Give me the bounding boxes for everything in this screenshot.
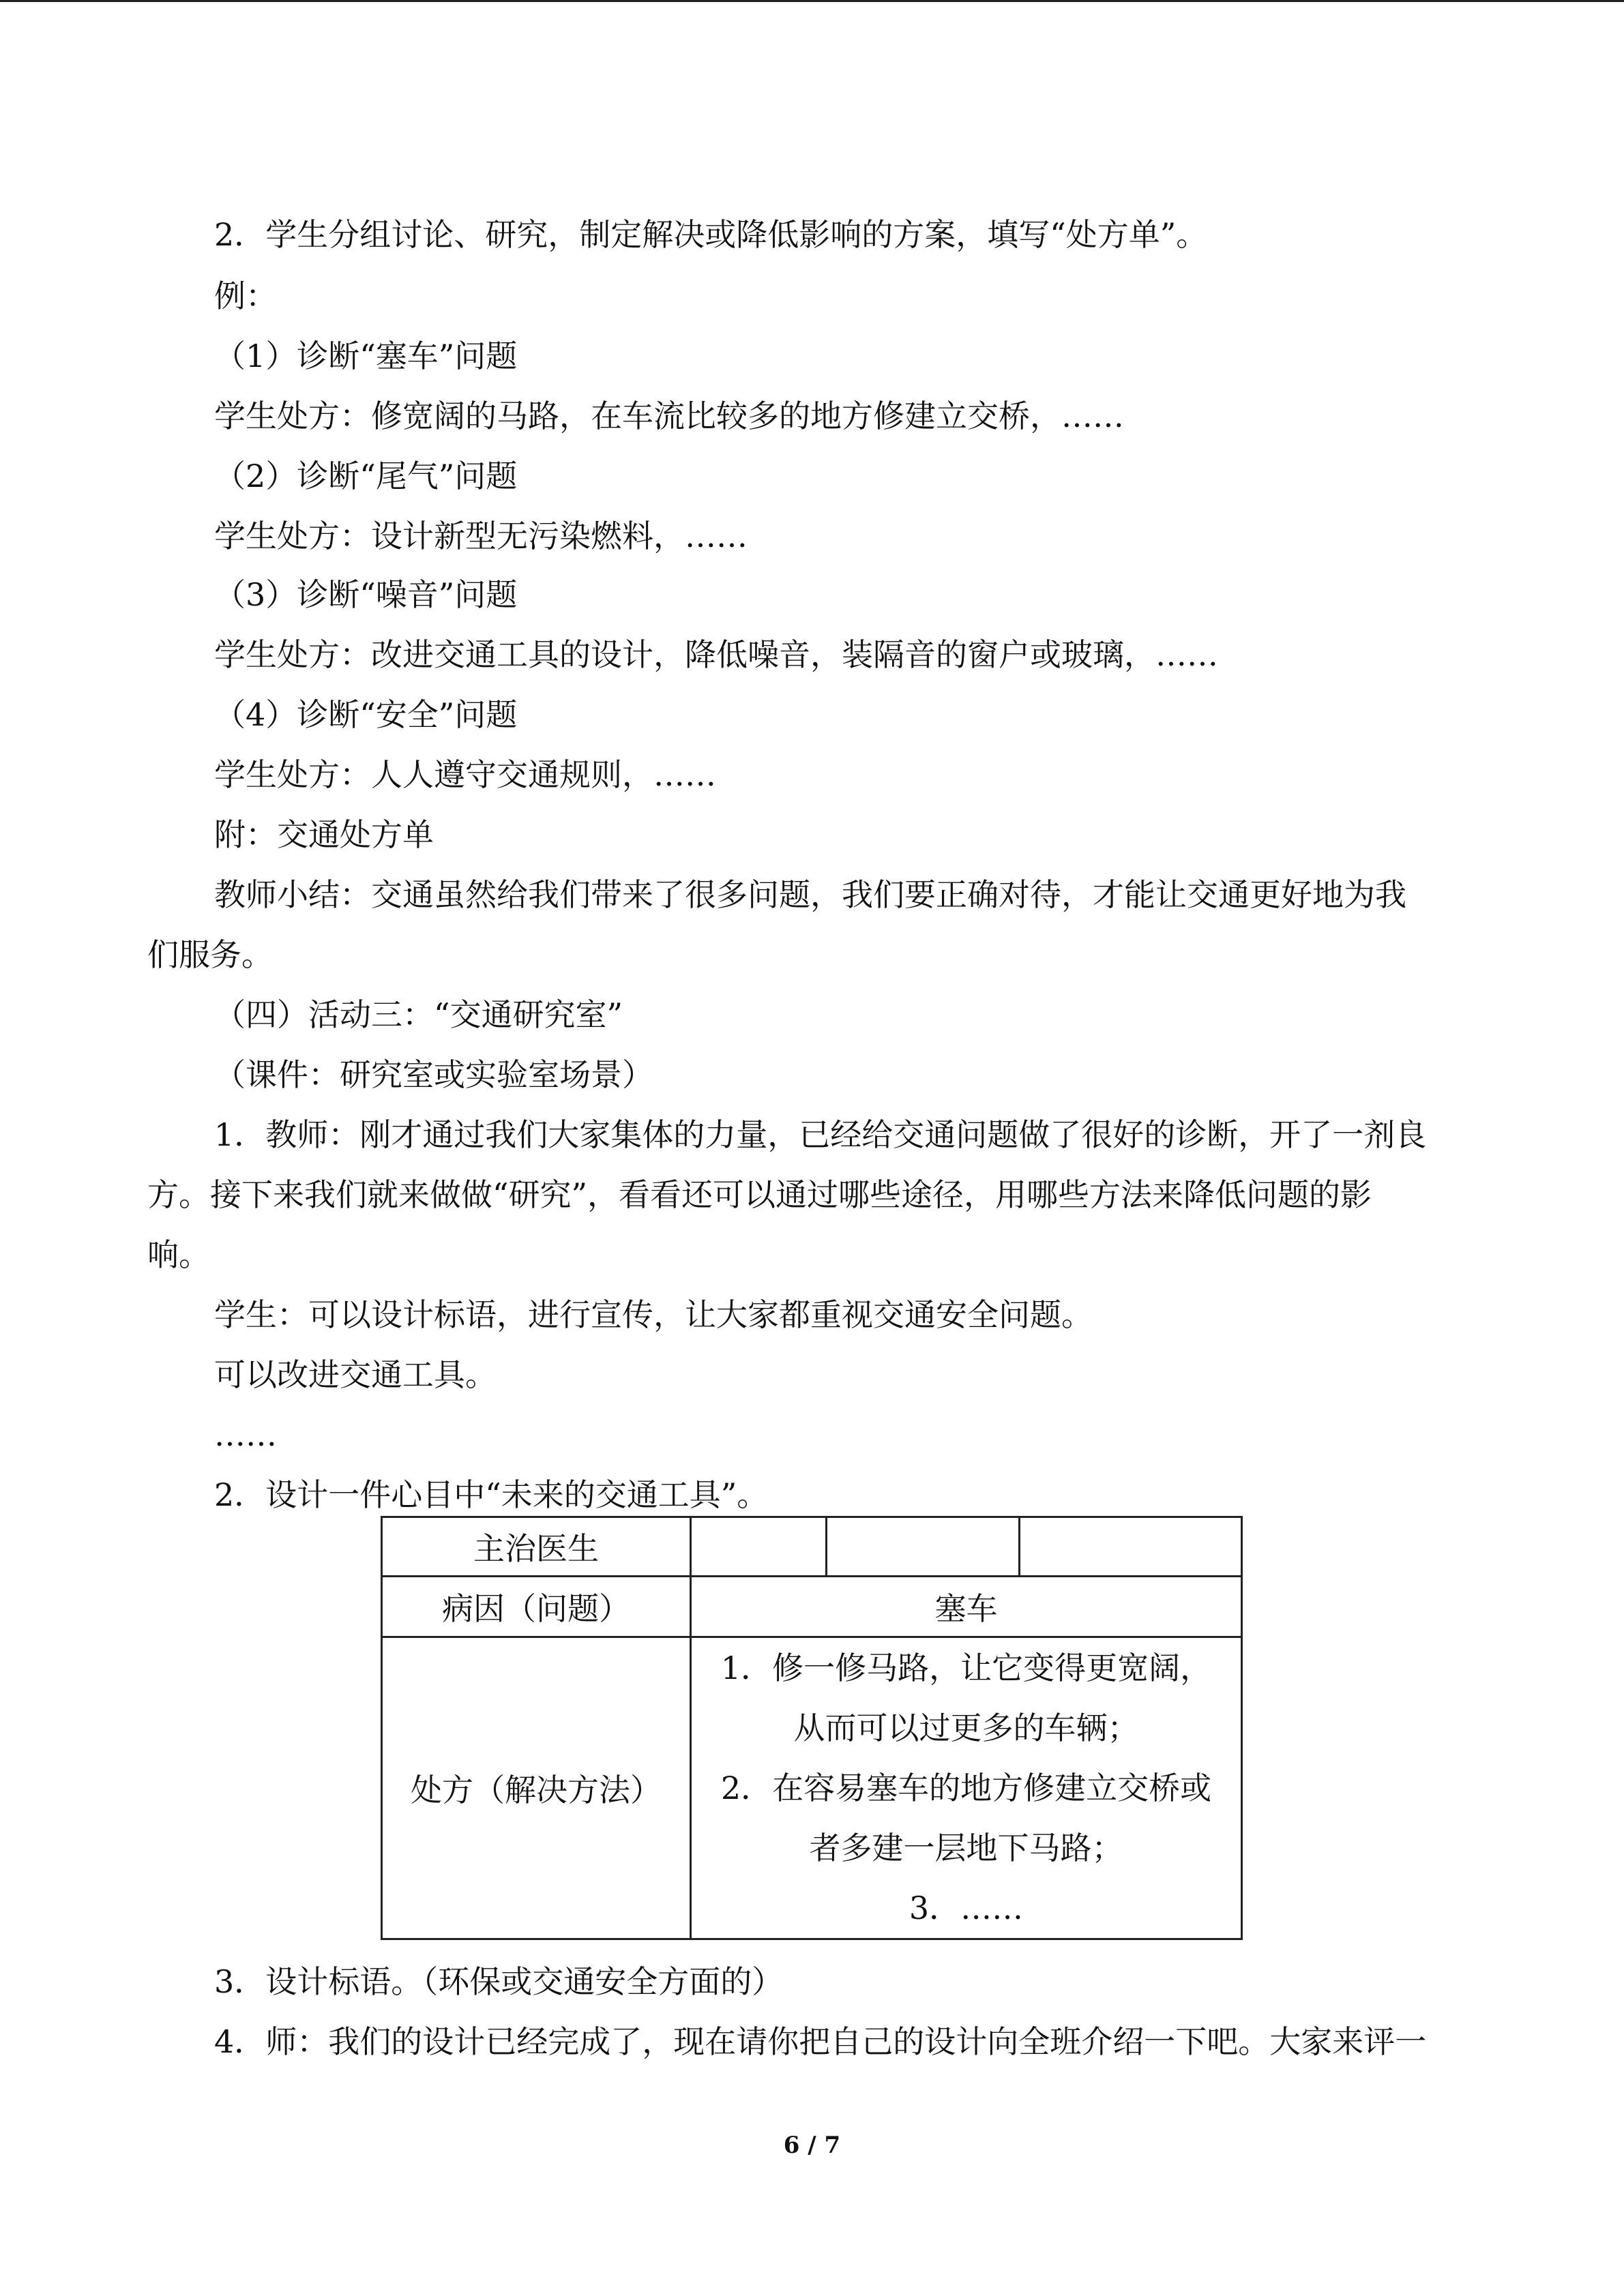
remedy-content-cell (690, 1637, 1241, 1939)
table-row (382, 1517, 1242, 1577)
remedy-line: 从而可以过更多的车辆； (793, 1710, 1139, 1746)
paragraph: 可以改进交通工具。 (214, 1356, 497, 1393)
paragraph: 3．设计标语。（环保或交通安全方面的） (214, 1963, 784, 2000)
paragraph: （4）诊断“安全”问题 (214, 696, 518, 733)
remedy-line: 2．在容易塞车的地方修建立交桥或 (720, 1770, 1212, 1806)
paragraph: （2）诊断“尾气”问题 (214, 458, 518, 494)
remedy-label-cell: 处方（解决方法） (382, 1637, 691, 1939)
doctor-label-cell: 主治医生 (382, 1517, 691, 1577)
paragraph: （1）诊断“塞车”问题 (214, 338, 518, 374)
paragraph: 学生处方：修宽阔的马路，在车流比较多的地方修建立交桥，…… (214, 398, 1124, 434)
doctor-value-cell (827, 1517, 1019, 1577)
paragraph: 学生处方：人人遵守交通规则，…… (214, 756, 716, 793)
remedy-line: 1．修一修马路，让它变得更宽阔， (720, 1650, 1212, 1686)
paragraph: 学生：可以设计标语，进行宣传，让大家都重视交通安全问题。 (214, 1296, 1093, 1333)
paragraph: （课件：研究室或实验室场景） (214, 1056, 653, 1093)
paragraph: 学生处方：改进交通工具的设计，降低噪音，装隔音的窗户或玻璃，…… (214, 636, 1218, 673)
doctor-value-cell (690, 1517, 827, 1577)
doctor-value-cell (1019, 1517, 1241, 1577)
paragraph: 2．设计一件心目中“未来的交通工具”。 (214, 1476, 769, 1513)
page-number: 6 / 7 (783, 2132, 841, 2159)
page-top-border (0, 0, 1624, 2)
paragraph: 响。 (147, 1236, 210, 1273)
remedy-line: 者多建一层地下马路； (809, 1830, 1123, 1866)
paragraph: 附：交通处方单 (214, 816, 434, 853)
paragraph: 教师小结：交通虽然给我们带来了很多问题，我们要正确对待，才能让交通更好地为我 (214, 876, 1406, 913)
paragraph: 4．师：我们的设计已经完成了，现在请你把自己的设计向全班介绍一下吧。大家来评一 (214, 2023, 1427, 2060)
paragraph: 方。接下来我们就来做做“研究”，看看还可以通过哪些途径，用哪些方法来降低问题的影 (147, 1176, 1372, 1213)
paragraph: 2．学生分组讨论、研究，制定解决或降低影响的方案，填写“处方单”。 (214, 216, 1208, 253)
paragraph: 学生处方：设计新型无污染燃料，…… (214, 518, 748, 554)
paragraph: …… (214, 1416, 277, 1453)
prescription-table (381, 1516, 1243, 1940)
cause-label-cell: 病因（问题） (382, 1577, 691, 1637)
paragraph: 1．教师：刚才通过我们大家集体的力量，已经给交通问题做了很好的诊断，开了一剂良 (214, 1116, 1427, 1153)
paragraph: （四）活动三：“交通研究室” (214, 996, 623, 1033)
remedy-line: 3．…… (909, 1890, 1024, 1926)
paragraph: 们服务。 (147, 936, 273, 973)
paragraph: 例： (214, 278, 277, 314)
table-row (382, 1637, 1242, 1939)
table-row (382, 1577, 1242, 1637)
cause-value-cell: 塞车 (690, 1577, 1241, 1637)
paragraph: （3）诊断“噪音”问题 (214, 576, 518, 613)
